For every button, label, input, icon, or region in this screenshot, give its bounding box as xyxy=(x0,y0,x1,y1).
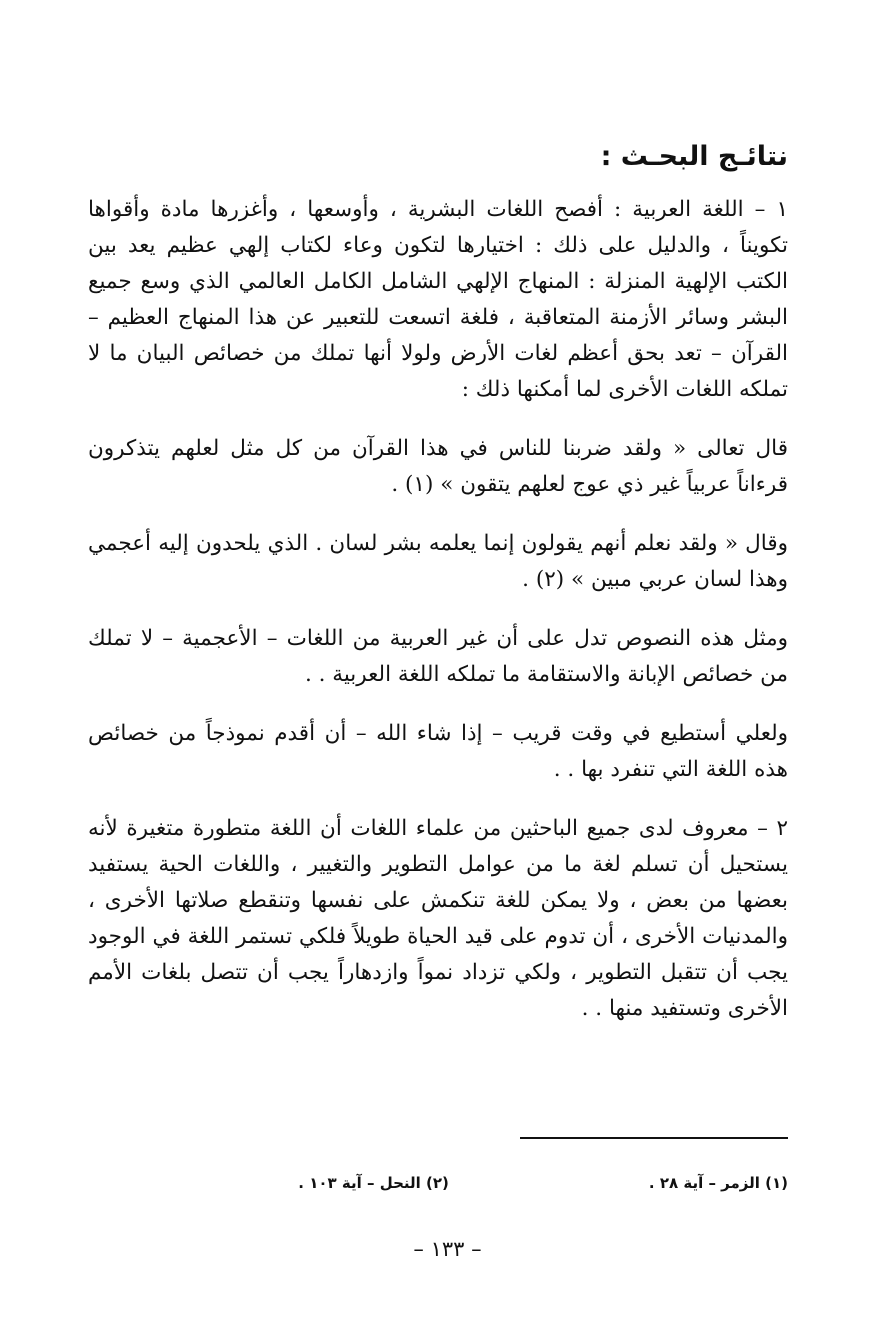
page-number: – ١٣٣ – xyxy=(413,1237,482,1261)
page-body xyxy=(88,132,788,1050)
section-heading: نتائـج البحـث : xyxy=(600,141,788,172)
paragraph-1: ١ – اللغة العربية : أفصح اللغات البشرية ، وأوسعها ، وأغزرها مادة وأقواها تكويناً ، والدليل على ذلك : اختيارها لتكون وعاء لكتاب إلهي عظيم يعد بين الكتب الإلهية المنزلة : المنهاج الإلهي الشامل الكامل العالمي الذي وسع جميع البشر وسائر الأزمنة المتعاقبة ، فلغة اتسعت للتعبير عن هذا المنهاج العظيم – القرآن – تعد بحق أعظم لغات الأرض ولولا أنها تملك من خصائص البيان ما لا تملكه اللغات الأخرى لما أمكنها ذلك : xyxy=(88,197,788,402)
footnote-1: (١) الزمر – آية ٢٨ . xyxy=(648,1174,788,1192)
quote-paragraph-1: قال تعالى « ولقد ضربنا للناس في هذا القرآن من كل مثل لعلهم يتذكرون قرءاناً عربياً غير ذي عوج لعلهم يتقون » (١) . xyxy=(88,436,788,497)
quote-paragraph-2: وقال « ولقد نعلم أنهم يقولون إنما يعلمه بشر لسان . الذي يلحدون إليه أعجمي وهذا لسان عربي مبين » (٢) . xyxy=(88,531,788,592)
paragraph-6: ٢ – معروف لدى جميع الباحثين من علماء اللغات أن اللغة متطورة متغيرة لأنه يستحيل أن تسلم لغة ما من عوامل التطوير والتغيير ، واللغات الحية يستفيد بعضها من بعض ، ولا يمكن للغة تنكمش على نفسها وتنقطع صلاتها الأخرى ، والمدنيات الأخرى ، أن تدوم على قيد الحياة طويلاً فلكي تستمر اللغة في الوجود يجب أن تتقبل التطوير ، ولكي تزداد نمواً وازدهاراً يجب أن تتصل بلغات الأمم الأخرى وتستفيد منها . . xyxy=(88,816,788,1021)
footnotes xyxy=(88,1170,788,1196)
paragraph-5: ولعلي أستطيع في وقت قريب – إذا شاء الله – أن أقدم نموذجاً من خصائص هذه اللغة التي تنفرد بها . . xyxy=(88,721,788,782)
footnote-divider xyxy=(520,1137,788,1139)
paragraph-4: ومثل هذه النصوص تدل على أن غير العربية من اللغات – الأعجمية – لا تملك من خصائص الإبانة والاستقامة ما تملكه اللغة العربية . . xyxy=(88,626,788,687)
footnote-2: (٢) النحل – آية ١٠٣ . xyxy=(298,1174,449,1192)
